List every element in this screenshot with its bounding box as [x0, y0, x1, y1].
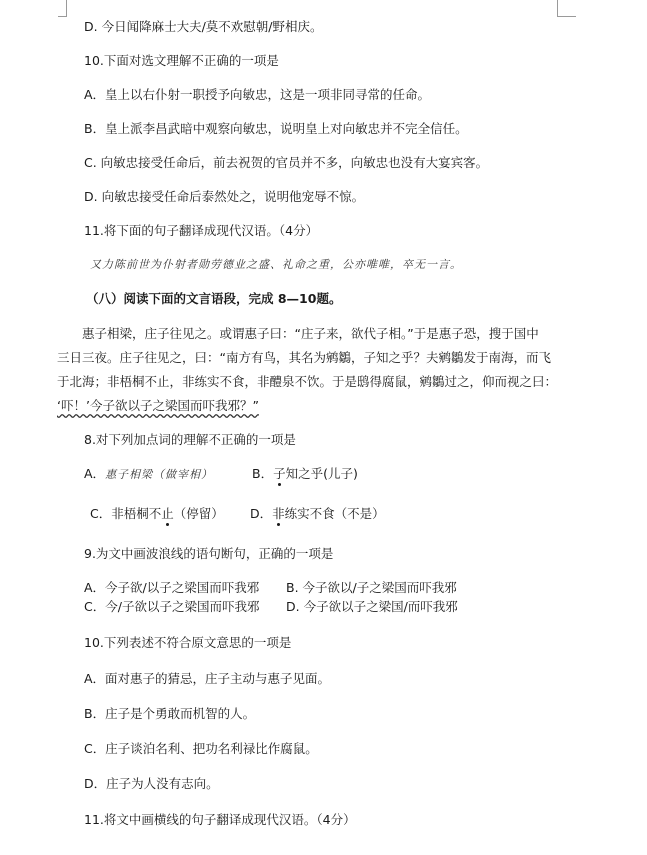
- handwritten-sentence: 又力陈前世为仆射者勋劳德业之盛、礼命之重，公亦唯唯，卒无一言。: [90, 258, 462, 271]
- option-8b-text: 知之乎(儿子): [285, 466, 358, 481]
- option-8d-text: 练实不食（不是）: [284, 506, 385, 521]
- option-9a: A．今子欲/以子之梁国而吓我邪: [84, 580, 260, 595]
- option-10c: C．庄子谈泊名利、把功名利禄比作腐鼠。: [84, 741, 318, 756]
- question-10-prev: 10.下面对选文理解不正确的一项是: [84, 53, 279, 68]
- question-9: 9.为文中画波浪线的语句断句，正确的一项是: [84, 546, 334, 561]
- option-8a-label: A．: [84, 466, 106, 481]
- option-8d-label: D．: [250, 506, 273, 521]
- option-10b-prev: B．皇上派李昌武暗中观察向敏忠，说明皇上对向敏忠并不完全信任。: [84, 121, 468, 136]
- option-10d: D．庄子为人没有志向。: [84, 776, 219, 791]
- option-8c: [90, 506, 224, 522]
- option-8b-dotted: 子: [273, 466, 286, 481]
- question-11-prev: 11.将下面的句子翻译成现代汉语。（4分）: [84, 223, 319, 238]
- option-10b: B．庄子是个勇敢而机智的人。: [84, 706, 256, 721]
- option-9d: D. 今子欲以子之梁国/而吓我邪: [286, 599, 458, 614]
- option-8b: [252, 466, 358, 482]
- option-8c-dotted: 止: [161, 506, 174, 521]
- page-corner-mark-left: [58, 0, 67, 17]
- option-8a: [84, 466, 213, 483]
- option-8d-dotted: 非: [272, 506, 285, 521]
- question-8: 8.对下列加点词的理解不正确的一项是: [84, 432, 296, 447]
- question-11: 11.将文中画横线的句子翻译成现代汉语。（4分）: [84, 812, 356, 827]
- passage-line-3: [57, 374, 557, 390]
- option-8b-label: B．: [252, 466, 274, 481]
- option-8d: [250, 506, 385, 522]
- option-10c-prev: C. 向敏忠接受任命后，前去祝贺的官员并不多，向敏忠也没有大宴宾客。: [84, 155, 489, 170]
- passage-line-4-wavy: ‘吓！’今子欲以子之梁国而吓我邪？”: [57, 398, 259, 413]
- option-9b: B. 今子欲以/子之梁国而吓我邪: [286, 580, 457, 595]
- page-corner-mark-right: [557, 0, 576, 17]
- option-10d-prev: D. 向敏忠接受任命后泰然处之，说明他宠辱不惊。: [84, 189, 365, 204]
- passage-line-3-text: 于北海；非梧桐不止，非练实不食，非醴泉不饮。: [57, 374, 333, 389]
- option-8c-text-post: （停留）: [173, 506, 224, 521]
- option-8c-text-pre: C．非梧桐不: [90, 506, 162, 521]
- option-10a-prev: A．皇上以右仆射一职授予向敏忠，这是一项非同寻常的任命。: [84, 87, 431, 102]
- option-9c: C．今/子欲以子之梁国而吓我邪: [84, 599, 260, 614]
- passage-line-1: 惠子相梁，庄子往见之。或谓惠子曰：“庄子来，欲代子相。”于是惠子恐，搜于国中: [82, 326, 539, 341]
- option-d-prev: D. 今日闻降麻士大夫/莫不欢慰朝/野相庆。: [84, 19, 323, 34]
- passage-line-4: [57, 398, 259, 414]
- section-8-heading: （八）阅读下面的文言语段，完成 8—10题。: [86, 291, 342, 306]
- option-10a: A．面对惠子的猜忌，庄子主动与惠子见面。: [84, 671, 331, 686]
- option-8a-text: 惠子相梁（做宰相）: [105, 468, 214, 481]
- question-10: 10.下列表述不符合原文意思的一项是: [84, 635, 292, 650]
- passage-line-3-wavy: 于是鸱得腐鼠，鹓鶵过之，仰而视之曰：: [332, 374, 558, 389]
- passage-line-2: 三日三夜。庄子往见之，曰：“南方有鸟，其名为鹓鶵，子知之乎？夫鹓鶵发于南海，而飞: [57, 350, 551, 365]
